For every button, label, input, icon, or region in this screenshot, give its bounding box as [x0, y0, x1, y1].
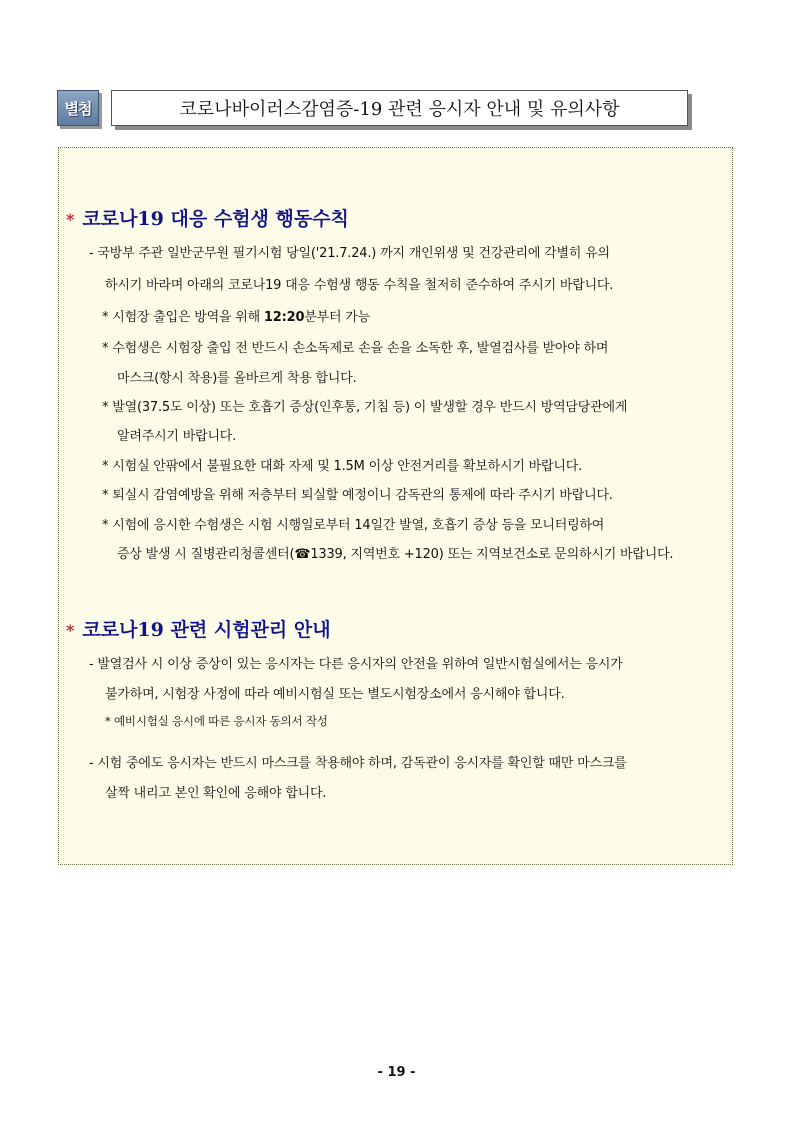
section1-item6-line1: * 시험에 응시한 수험생은 시험 시행일로부터 14일간 발열, 호흡기 증상 등을 모니터링하여	[102, 518, 605, 533]
content-box	[58, 147, 733, 865]
section2-p1-line1: - 발열검사 시 이상 증상이 있는 응시자는 다른 응시자의 안전을 위하여 일반시험실에서는 응시가	[89, 657, 623, 672]
section2-bullet-icon: *	[66, 621, 75, 640]
section2-p1-note: * 예비시험실 응시에 따른 응시자 동의서 작성	[105, 714, 328, 728]
section1-bullet-icon: *	[66, 210, 75, 229]
section2-p2-line1: - 시험 중에도 응시자는 반드시 마스크를 착용해야 하며, 감독관이 응시자를 확인할 때만 마스크를	[89, 756, 627, 771]
section1-item3-line1: * 발열(37.5도 이상) 또는 호흡기 증상(인후통, 기침 등) 이 발생할 경우 반드시 방역담당관에게	[102, 400, 628, 415]
item1-pre: * 시험장 출입은 방역을 위해	[102, 310, 264, 325]
section1-item2-line1: * 수험생은 시험장 출입 전 반드시 손소독제로 손을 손을 소독한 후, 발열검사를 받아야 하며	[102, 341, 609, 356]
section1-item6-line2: 증상 발생 시 질병관리청콜센터(☎1339, 지역번호 +120) 또는 지역보건소로 문의하시기 바랍니다.	[117, 547, 674, 562]
section1-item4: * 시험실 안팎에서 불필요한 대화 자제 및 1.5M 이상 안전거리를 확보하시기 바랍니다.	[102, 459, 583, 474]
section1-heading	[66, 204, 349, 231]
attachment-tag: 별첨	[57, 90, 99, 126]
section1-heading-text: 코로나19 대응 수험생 행동수칙	[82, 208, 349, 230]
page-title: 코로나바이러스감염증-19 관련 응시자 안내 및 유의사항	[111, 90, 688, 126]
section2-p1-line2: 불가하며, 시험장 사정에 따라 예비시험실 또는 별도시험장소에서 응시해야 합니다.	[105, 687, 565, 702]
page-number: - 19 -	[377, 1065, 416, 1080]
item1-time: 12:20	[263, 310, 305, 325]
section1-item5: * 퇴실시 감염예방을 위해 저층부터 퇴실할 예정이니 감독관의 통제에 따라 주시기 바랍니다.	[102, 488, 613, 503]
section1-intro-line2: 하시기 바라며 아래의 코로나19 대응 수험생 행동 수칙을 철저히 준수하여 주시기 바랍니다.	[105, 278, 614, 293]
section1-item3-line2: 알려주시기 바랍니다.	[117, 429, 237, 444]
section1-item2-line2: 마스크(항시 착용)를 올바르게 착용 합니다.	[117, 371, 357, 386]
section1-intro-line1: - 국방부 주관 일반군무원 필기시험 당일('21.7.24.) 까지 개인위생 및 건강관리에 각별히 유의	[89, 246, 610, 261]
section1-item1	[102, 306, 370, 325]
section2-p2-line2: 살짝 내리고 본인 확인에 응해야 합니다.	[105, 786, 327, 801]
item1-post: 분부터 가능	[304, 310, 371, 325]
section2-heading-text: 코로나19 관련 시험관리 안내	[82, 619, 331, 641]
section2-heading	[66, 615, 331, 642]
